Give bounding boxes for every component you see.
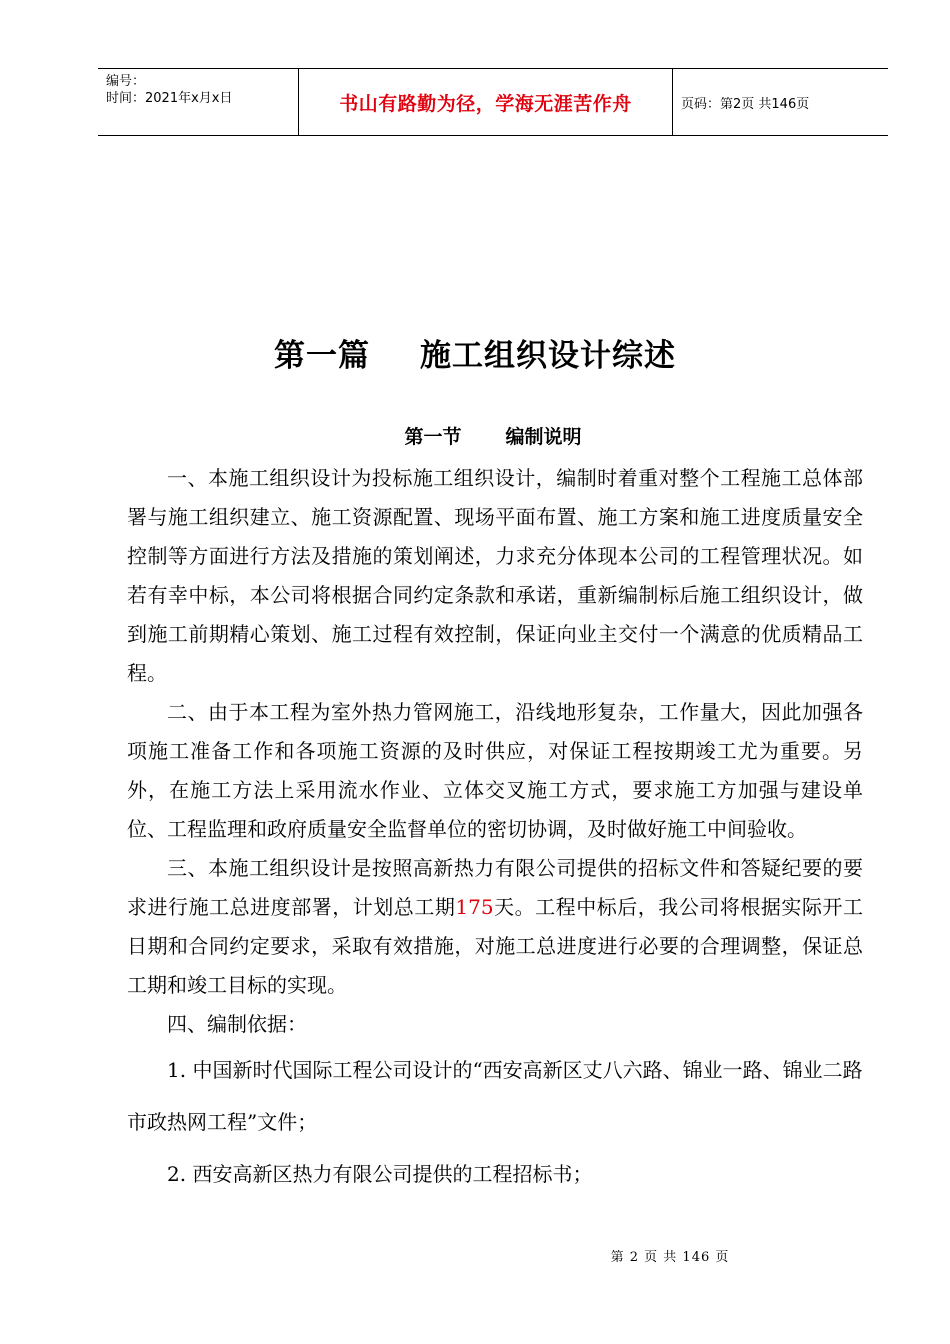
paragraph-3-before: 三、本施工组织设计是按照高新热力有限公司提供的招标文件和答疑纪要的要求进行施工总进度部署，计划总工期 (127, 856, 863, 919)
number-label: 编号： (106, 74, 146, 89)
paragraph-3 (127, 849, 863, 1005)
paragraph-3-after: 天。工程中标后，我公司将根据实际开工日期和合同约定要求，采取有效措施，对施工总进度进行必要的合理调整，保证总工期和竣工目标的实现。 (127, 895, 864, 997)
page-footer: 第 2 页 共 146 页 (610, 1250, 730, 1265)
section-name: 编制说明 (505, 426, 582, 448)
paragraph-2: 二、由于本工程为室外热力管网施工，沿线地形复杂，工作量大，因此加强各项施工准备工作和各项施工资源的及时供应，对保证工程按期竣工尤为重要。另外，在施工方法上采用流水作业、立体交叉施工方式，要求施工方加强与建设单位、工程监理和政府质量安全监督单位的密切协调，及时做好施工中间验收。 (127, 700, 863, 841)
basis-item-2: 2. 西安高新区热力有限公司提供的工程招标书； (167, 1162, 593, 1186)
section-title (0, 422, 950, 449)
title-part: 第一篇 (274, 338, 370, 374)
paragraph-1: 一、本施工组织设计为投标施工组织设计，编制时着重对整个工程施工总体部署与施工组织建立、施工资源配置、现场平面布置、施工方案和施工进度质量安全控制等方面进行方法及措施的策划阐述，力求充分体现本公司的工程管理状况。如若有幸中标，本公司将根据合同约定条款和承诺，重新编制标后施工组织设计，做到施工前期精心策划、施工过程有效控制，保证向业主交付一个满意的优质精品工程。 (127, 466, 863, 685)
total-duration-days: 175 (455, 895, 494, 919)
document-header (98, 68, 888, 136)
time-label: 时间：2021年x月x日 (106, 91, 233, 106)
header-page-info: 页码：第2页 共146页 (681, 96, 810, 112)
paragraph-4: 四、编制依据： (167, 1012, 307, 1036)
basis-item-1: 1. 中国新时代国际工程公司设计的“西安高新区丈八六路、锦业一路、锦业二路市政热网工程”文件； (127, 1058, 863, 1134)
section-number: 第一节 (404, 426, 462, 448)
page-title (0, 330, 950, 375)
body-text (127, 459, 863, 1200)
title-name: 施工组织设计综述 (420, 338, 676, 374)
header-motto: 书山有路勤为径，学海无涯苦作舟 (299, 69, 673, 135)
header-meta (98, 69, 299, 135)
